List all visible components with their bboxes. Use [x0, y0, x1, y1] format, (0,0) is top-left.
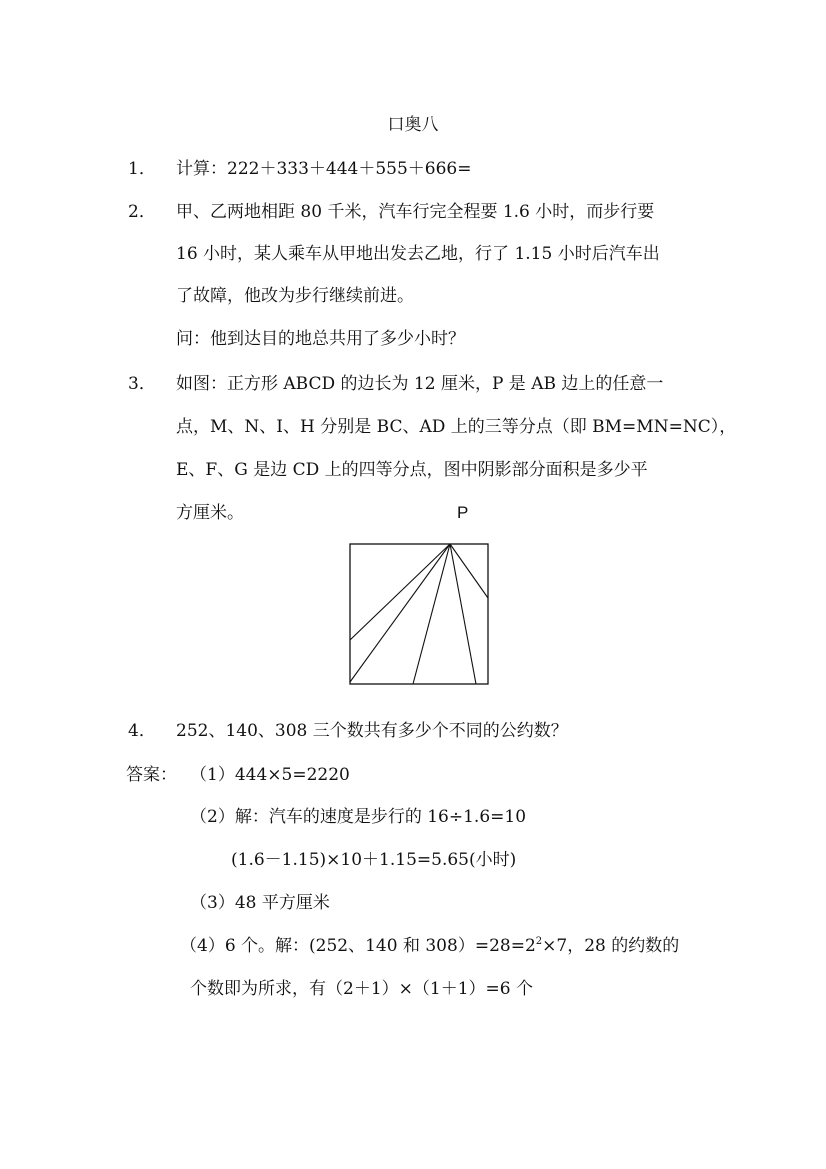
question-4-number: 4． — [128, 721, 156, 741]
answer-2-line-2: (1.6－1.15)×10＋1.15=5.65(小时) — [231, 850, 517, 870]
line-p-to-corner-d — [350, 544, 450, 682]
question-2-line-2: 16 小时，某人乘车从甲地出发去乙地，行了 1.15 小时后汽车出 — [176, 244, 660, 264]
answer-4-line-1 — [180, 935, 679, 957]
question-3-number: 3． — [128, 374, 156, 394]
question-2-line-3: 了故障，他改为步行继续前进。 — [176, 286, 414, 306]
question-1-text: 计算：222＋333＋444＋555＋666= — [176, 159, 472, 179]
page-title: 口奥八 — [387, 115, 439, 135]
answer-2-line-1: （2）解：汽车的速度是步行的 16÷1.6=10 — [190, 807, 527, 827]
square-figure — [348, 542, 492, 688]
answer-3: （3）48 平方厘米 — [190, 893, 330, 913]
answer-4-text-a: （4）6 个。解：(252、140 和 308）=28=2 — [180, 936, 536, 956]
question-2-line-4: 问：他到达目的地总共用了多少小时？ — [176, 329, 465, 349]
question-2-number: 2． — [128, 202, 156, 222]
line-p-to-bottom-right-point — [450, 544, 476, 684]
line-p-to-left-side — [350, 544, 450, 640]
question-1-number: 1． — [128, 159, 156, 179]
question-3-line-3: E、F、G 是边 CD 上的四等分点，图中阴影部分面积是多少平 — [176, 460, 648, 480]
question-3-line-2: 点，M、N、I、H 分别是 BC、AD 上的三等分点（即 BM=MN=NC）， — [176, 417, 737, 437]
figure-point-label-p: P — [457, 503, 469, 522]
line-p-to-bottom-point — [413, 544, 450, 684]
answers-label: 答案： — [126, 765, 177, 785]
answer-4-exponent: 2 — [535, 936, 543, 947]
question-2-line-1: 甲、乙两地相距 80 千米，汽车行完全程要 1.6 小时，而步行要 — [176, 202, 655, 222]
question-3-line-4: 方厘米。 — [176, 503, 244, 523]
line-p-to-right-side — [450, 544, 488, 598]
question-4-text: 252、140、308 三个数共有多少个不同的公约数？ — [176, 721, 568, 741]
answer-4-text-b: ×7，28 的约数的 — [542, 936, 680, 956]
answer-1: （1）444×5=2220 — [190, 765, 350, 785]
question-3-line-1: 如图：正方形 ABCD 的边长为 12 厘米，P 是 AB 边上的任意一 — [176, 374, 664, 394]
answer-4-line-2: 个数即为所求，有（2＋1）×（1＋1）=6 个 — [190, 979, 533, 999]
